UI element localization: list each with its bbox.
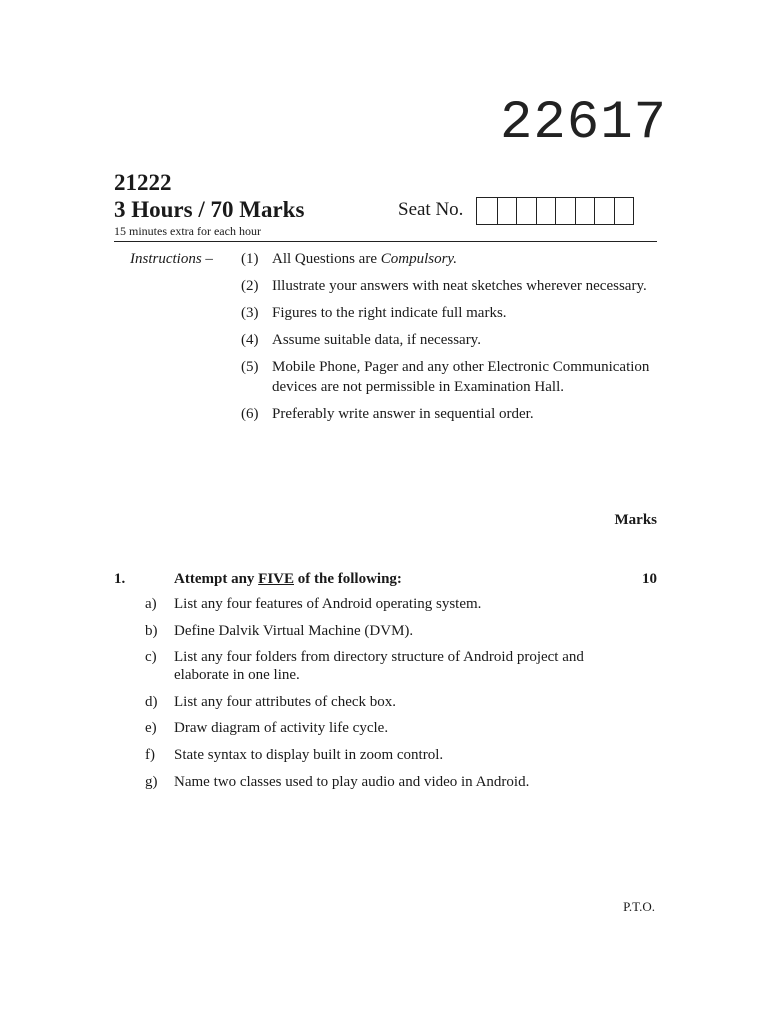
instruction-text: Preferably write answer in sequential order.	[272, 406, 534, 422]
instruction-text: Figures to the right indicate full marks.	[272, 305, 507, 321]
instruction-item	[241, 330, 651, 350]
instruction-number: (1)	[241, 251, 259, 267]
seat-number-box	[555, 198, 575, 224]
subquestion-item	[145, 746, 615, 764]
subquestion-text: List any four folders from directory structure of Android project and elaborate in one line.	[174, 649, 584, 684]
subquestion-item	[145, 773, 615, 791]
subquestion-item	[145, 719, 615, 737]
seat-number-box	[497, 198, 517, 224]
subquestion-item	[145, 648, 615, 684]
exam-code: 21222	[114, 170, 172, 195]
subquestion-letter: d)	[145, 693, 158, 710]
subquestion-text: List any four attributes of check box.	[174, 693, 397, 710]
instruction-number: (3)	[241, 305, 259, 321]
instruction-text: All Questions are Compulsory.	[272, 251, 457, 267]
question-marks: 10	[642, 571, 657, 587]
subquestion-list	[145, 595, 615, 799]
subquestion-text: Name two classes used to play audio and video in Android.	[174, 773, 530, 790]
question-prompt-suffix: of the following:	[297, 571, 402, 587]
subquestion-text: List any four features of Android operating system.	[174, 596, 482, 612]
header-divider	[114, 241, 657, 242]
question-prompt	[174, 569, 402, 589]
subquestion-text: State syntax to display built in zoom control.	[174, 746, 444, 763]
question-1	[114, 569, 657, 589]
subquestion-text: Draw diagram of activity life cycle.	[174, 720, 389, 737]
instruction-item	[241, 357, 651, 397]
instructions-list	[241, 249, 651, 431]
seat-number-box	[536, 198, 556, 224]
instruction-text: Assume suitable data, if necessary.	[272, 332, 481, 348]
subquestion-letter: f)	[145, 746, 155, 763]
instruction-item	[241, 276, 651, 296]
question-prompt-emphasis: FIVE	[258, 571, 294, 587]
instruction-emphasis: Compulsory.	[380, 251, 457, 267]
seat-number-box	[477, 198, 497, 224]
seat-number-box	[594, 198, 614, 224]
question-number: 1.	[114, 571, 126, 587]
exam-duration-marks: 3 Hours / 70 Marks	[114, 197, 305, 222]
marks-column-heading: Marks	[614, 512, 657, 528]
seat-number-boxes	[476, 197, 634, 225]
page-turn-note: P.T.O.	[623, 899, 655, 914]
subquestion-letter: b)	[145, 622, 158, 639]
instruction-number: (6)	[241, 406, 259, 422]
seat-number-box	[575, 198, 595, 224]
instruction-number: (4)	[241, 332, 259, 348]
instruction-text: Mobile Phone, Pager and any other Electronic Communication devices are not permissible in Examination Hall.	[272, 359, 650, 395]
instruction-number: (2)	[241, 278, 259, 294]
subquestion-item	[145, 693, 615, 711]
instruction-item	[241, 303, 651, 323]
seat-number-box	[614, 198, 634, 224]
question-prompt-prefix: Attempt any	[174, 571, 255, 587]
instruction-item	[241, 404, 651, 424]
instruction-number: (5)	[241, 359, 259, 375]
instructions-label: Instructions –	[130, 251, 213, 267]
subquestion-letter: c)	[145, 649, 157, 666]
instruction-text: Illustrate your answers with neat sketches wherever necessary.	[272, 278, 647, 294]
subquestion-item	[145, 595, 615, 613]
paper-code: 22617	[500, 93, 668, 154]
seat-number-label: Seat No.	[398, 199, 464, 220]
subquestion-letter: a)	[145, 596, 157, 612]
subquestion-item	[145, 622, 615, 640]
seat-number-box	[516, 198, 536, 224]
subquestion-text: Define Dalvik Virtual Machine (DVM).	[174, 622, 414, 639]
subquestion-letter: g)	[145, 773, 158, 790]
subquestion-letter: e)	[145, 720, 157, 737]
instruction-item	[241, 249, 651, 269]
extra-time-note: 15 minutes extra for each hour	[114, 224, 261, 238]
